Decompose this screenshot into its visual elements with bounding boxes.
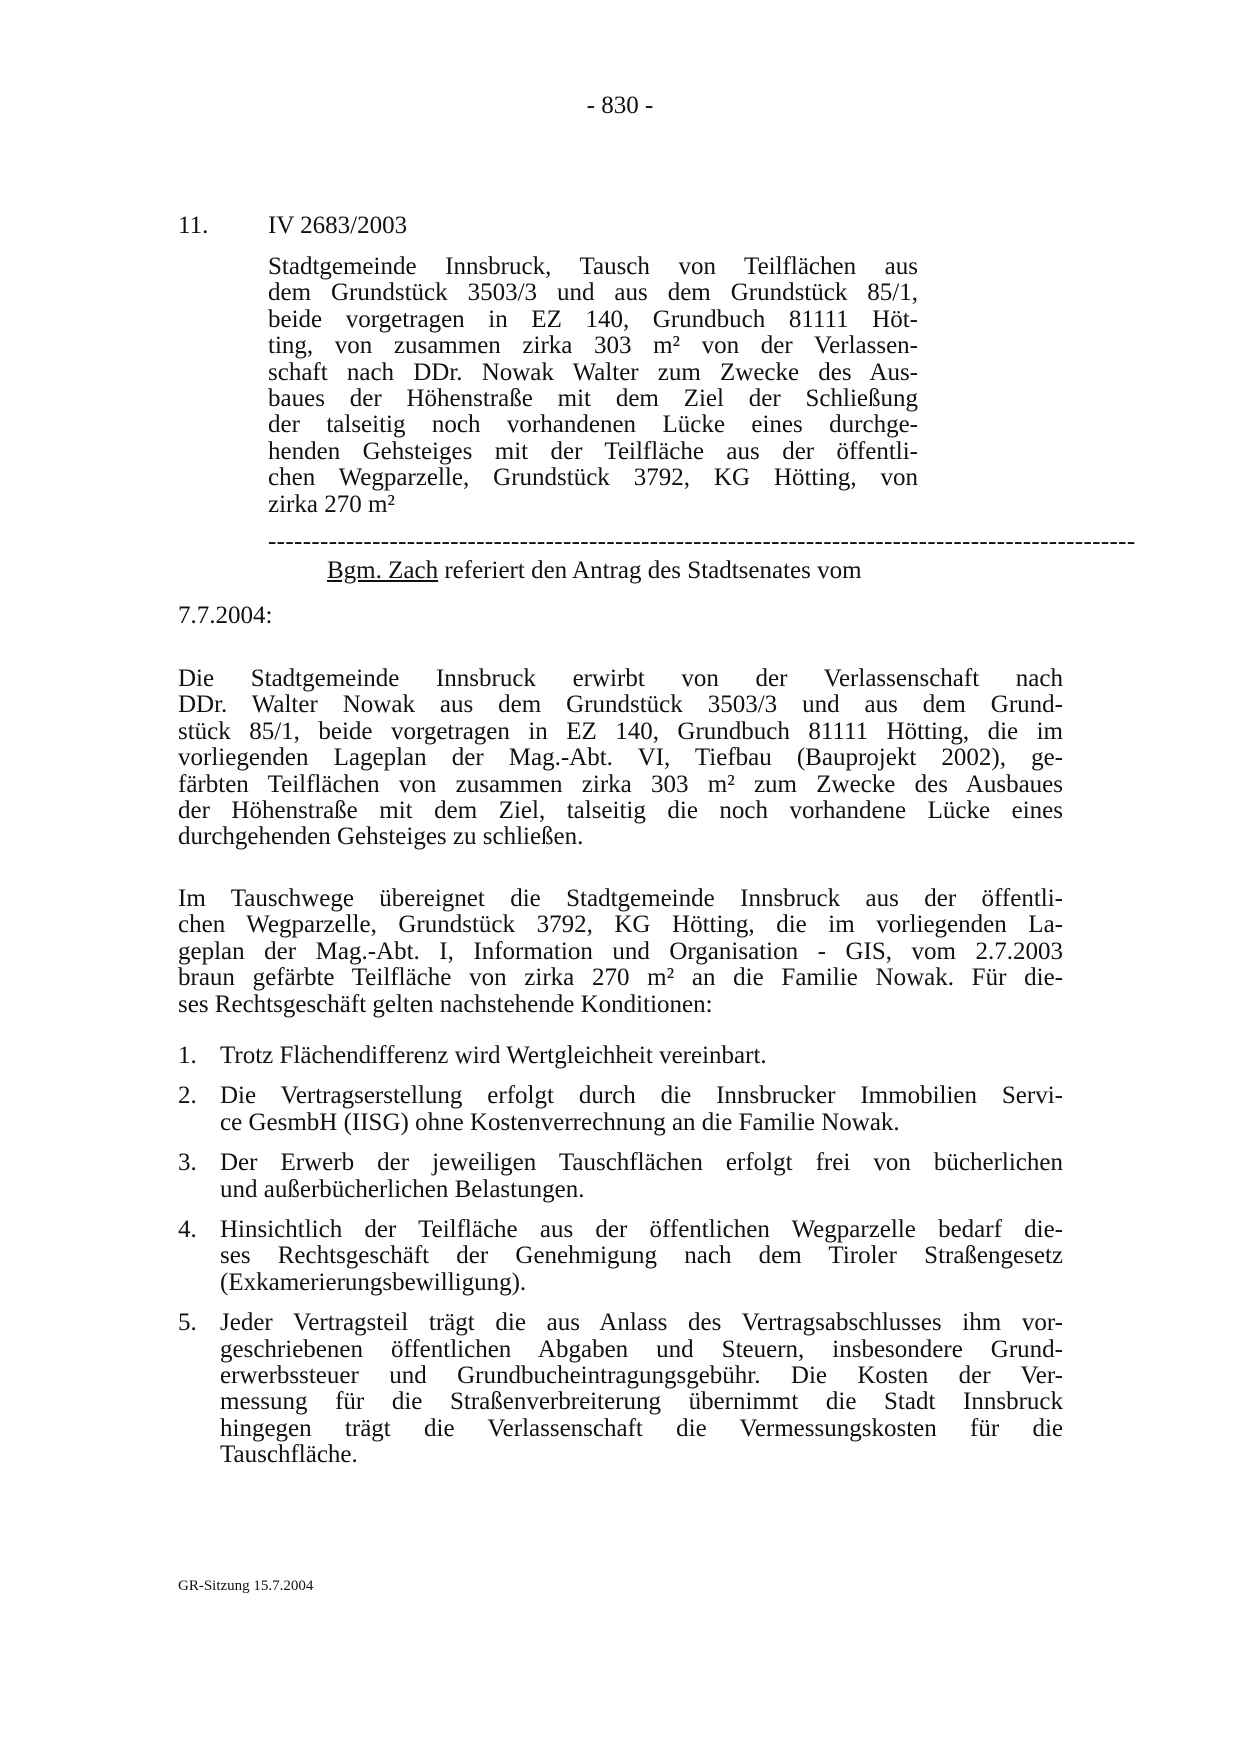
- referent-line: [327, 557, 862, 585]
- subject-line: baues der Höhenstraße mit dem Ziel der Schließung: [268, 385, 918, 413]
- condition-line: und außerbücherlichen Belastungen.: [220, 1175, 585, 1203]
- motion-date: 7.7.2004:: [178, 602, 273, 629]
- referent-text: referiert den Antrag des Stadtsenates vom: [438, 557, 862, 584]
- footer-session: GR-Sitzung 15.7.2004: [178, 1578, 314, 1594]
- condition-item: [178, 1217, 1063, 1296]
- paragraph-line: stück 85/1, beide vorgetragen in EZ 140, Grundbuch 81111 Hötting, die im: [178, 717, 1063, 745]
- condition-item: [178, 1043, 1063, 1069]
- paragraph-line: färbten Teilflächen von zusammen zirka 303 m² zum Zwecke des Ausbaues: [178, 770, 1063, 798]
- condition-number: 2.: [178, 1082, 197, 1110]
- condition-line: Tauschfläche.: [220, 1441, 358, 1469]
- subject-line: ting, von zusammen zirka 303 m² von der Verlassen-: [268, 332, 918, 360]
- paragraph-acquisition: [178, 666, 1063, 851]
- condition-line: ce GesmbH (IISG) ohne Kostenverrechnung an die Familie Nowak.: [220, 1108, 900, 1136]
- paragraph-exchange: [178, 886, 1063, 1018]
- condition-number: 5.: [178, 1309, 197, 1337]
- subject-line: Stadtgemeinde Innsbruck, Tausch von Teilflächen aus: [268, 253, 918, 280]
- condition-line: Jeder Vertragsteil trägt die aus Anlass des Vertragsabschlusses ihm vor-: [220, 1309, 1063, 1337]
- paragraph-line: DDr. Walter Nowak aus dem Grundstück 3503/3 und aus dem Grund-: [178, 691, 1063, 719]
- condition-line: geschriebenen öffentlichen Abgaben und Steuern, insbesondere Grund-: [220, 1335, 1063, 1363]
- paragraph-line: braun gefärbte Teilfläche von zirka 270 m² an die Familie Nowak. Für die-: [178, 964, 1063, 992]
- item-number: 11.: [178, 212, 209, 239]
- subject-line: chen Wegparzelle, Grundstück 3792, KG Hötting, von: [268, 464, 918, 492]
- subject-line: beide vorgetragen in EZ 140, Grundbuch 81111 Höt-: [268, 305, 918, 333]
- paragraph-line: ses Rechtsgeschäft gelten nachstehende Konditionen:: [178, 990, 713, 1018]
- paragraph-line: chen Wegparzelle, Grundstück 3792, KG Hötting, die im vorliegenden La-: [178, 911, 1063, 939]
- condition-line: Trotz Flächendifferenz wird Wertgleichheit vereinbart.: [220, 1042, 767, 1069]
- item-reference: IV 2683/2003: [268, 212, 408, 239]
- subject-line: schaft nach DDr. Nowak Walter zum Zwecke des Aus-: [268, 358, 918, 386]
- subject-line: dem Grundstück 3503/3 und aus dem Grundstück 85/1,: [268, 279, 918, 307]
- condition-line: Die Vertragserstellung erfolgt durch die Innsbrucker Immobilien Servi-: [220, 1082, 1063, 1110]
- paragraph-line: vorliegenden Lageplan der Mag.-Abt. VI, Tiefbau (Bauprojekt 2002), ge-: [178, 744, 1063, 772]
- paragraph-line: Im Tauschwege übereignet die Stadtgemeinde Innsbruck aus der öffentli-: [178, 885, 1063, 912]
- separator-line: ----------------------------------------------------------------------------------------------------: [268, 528, 1136, 555]
- paragraph-line: Die Stadtgemeinde Innsbruck erwirbt von der Verlassenschaft nach: [178, 665, 1063, 692]
- subject-line: der talseitig noch vorhandenen Lücke eines durchge-: [268, 411, 918, 439]
- referent-name: Bgm. Zach: [327, 557, 439, 584]
- condition-line: erwerbssteuer und Grundbucheintragungsgebühr. Die Kosten der Ver-: [220, 1362, 1063, 1390]
- condition-item: [178, 1150, 1063, 1203]
- condition-number: 1.: [178, 1042, 197, 1069]
- paragraph-line: der Höhenstraße mit dem Ziel, talseitig die noch vorhandene Lücke eines: [178, 797, 1063, 825]
- condition-line: ses Rechtsgeschäft der Genehmigung nach dem Tiroler Straßengesetz: [220, 1242, 1063, 1270]
- condition-line: messung für die Straßenverbreiterung übernimmt die Stadt Innsbruck: [220, 1388, 1063, 1416]
- condition-item: [178, 1083, 1063, 1136]
- condition-number: 3.: [178, 1149, 197, 1177]
- item-subject: [268, 254, 918, 518]
- condition-line: Hinsichtlich der Teilfläche aus der öffentlichen Wegparzelle bedarf die-: [220, 1216, 1063, 1244]
- condition-number: 4.: [178, 1216, 197, 1244]
- condition-line: Der Erwerb der jeweiligen Tauschflächen erfolgt frei von bücherlichen: [220, 1149, 1063, 1177]
- conditions-list: [178, 1043, 1063, 1483]
- condition-item: [178, 1310, 1063, 1468]
- condition-line: hingegen trägt die Verlassenschaft die Vermessungskosten für die: [220, 1414, 1063, 1442]
- page-number: - 830 -: [586, 92, 654, 119]
- subject-line: henden Gehsteiges mit der Teilfläche aus der öffentli-: [268, 437, 918, 465]
- paragraph-line: geplan der Mag.-Abt. I, Information und Organisation - GIS, vom 2.7.2003: [178, 937, 1063, 965]
- condition-line: (Exkamerierungsbewilligung).: [220, 1268, 527, 1296]
- subject-line: zirka 270 m²: [268, 490, 395, 518]
- paragraph-line: durchgehenden Gehsteiges zu schließen.: [178, 823, 584, 851]
